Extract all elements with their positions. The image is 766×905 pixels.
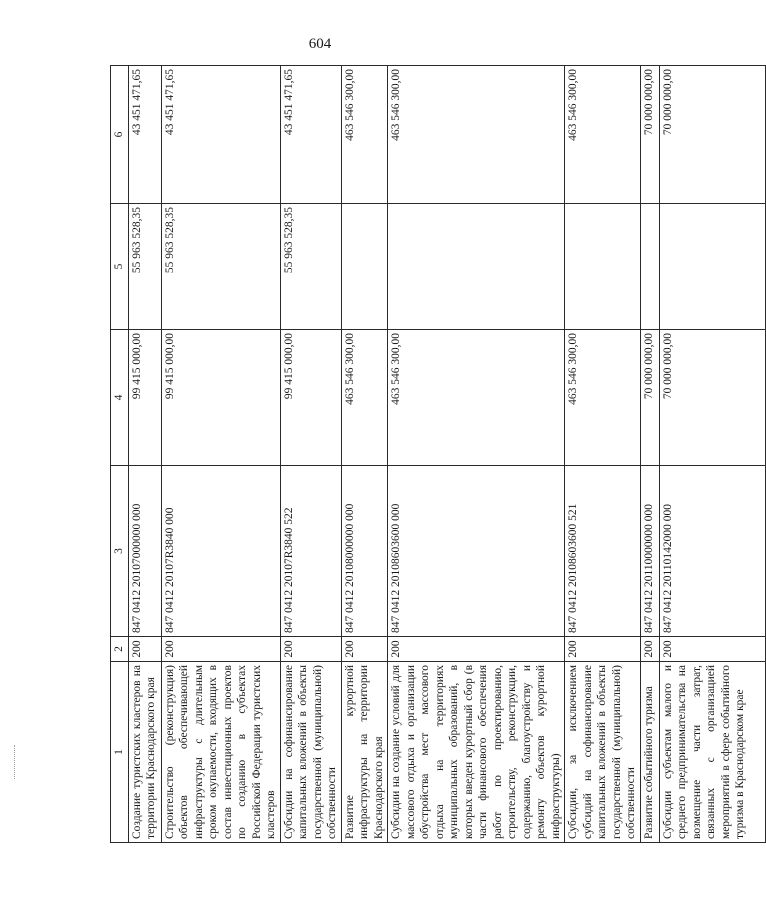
row-col5-cell [388, 204, 565, 330]
row-col6-cell: 463 546 300,00 [565, 66, 641, 204]
table-header-cell: 6 [111, 66, 129, 204]
row-code-cell: 200 [128, 637, 161, 662]
row-col6-cell: 43 451 471,65 [280, 66, 341, 204]
row-name-cell: Субсидии субъектам малого и среднего предпринимательства на возмещение части затрат, связанных с организацией мероприятий в сфере событийного туризма в Краснодарском крае [659, 662, 765, 843]
page-number: 604 [308, 36, 332, 52]
row-col5-cell [659, 204, 765, 330]
row-kbk-cell: 847 0412 20107R3840 522 [280, 466, 341, 637]
table-row [161, 66, 280, 843]
budget-table-frame [110, 66, 746, 843]
row-kbk-cell: 847 0412 20110142000 000 [659, 466, 765, 637]
table-row [341, 66, 388, 843]
row-kbk-cell: 847 0412 20107000000 000 [128, 466, 161, 637]
table-row [128, 66, 161, 843]
table-header-cell: 2 [111, 637, 129, 662]
row-col4-cell: 463 546 300,00 [388, 330, 565, 466]
table-row [388, 66, 565, 843]
row-kbk-cell: 847 0412 20108603600 521 [565, 466, 641, 637]
row-code-cell: 200 [341, 637, 388, 662]
row-col4-cell: 463 546 300,00 [565, 330, 641, 466]
budget-table-rotated [110, 66, 746, 843]
row-col6-cell: 463 546 300,00 [388, 66, 565, 204]
row-kbk-cell: 847 0412 20108000000 000 [341, 466, 388, 637]
row-code-cell: 200 [640, 637, 659, 662]
row-col4-cell: 99 415 000,00 [128, 330, 161, 466]
row-col5-cell [640, 204, 659, 330]
row-col4-cell: 99 415 000,00 [161, 330, 280, 466]
row-col6-cell: 70 000 000,00 [659, 66, 765, 204]
row-col5-cell [341, 204, 388, 330]
row-name-cell: Развитие курортной инфраструктуры на территории Краснодарского края [341, 662, 388, 843]
row-code-cell: 200 [659, 637, 765, 662]
row-col4-cell: 463 546 300,00 [341, 330, 388, 466]
table-row [659, 66, 765, 843]
row-name-cell: Строительство (реконструкция) объектов обеспечивающей инфраструктуры с длительным сроком окупаемости, входящих в состав инвестиционных проектов по созданию в субъектах Российской Федерации туристских кластеров [161, 662, 280, 843]
table-header-cell: 3 [111, 466, 129, 637]
budget-table [110, 65, 766, 843]
row-col4-cell: 70 000 000,00 [659, 330, 765, 466]
row-name-cell: Субсидии, за исключением субсидий на софинансирование капитальных вложений в объекты государственной (муниципальной) собственности [565, 662, 641, 843]
table-row [640, 66, 659, 843]
table-header-row [111, 66, 129, 843]
row-col6-cell: 43 451 471,65 [161, 66, 280, 204]
row-code-cell: 200 [388, 637, 565, 662]
row-kbk-cell: 847 0412 20107R3840 000 [161, 466, 280, 637]
row-name-cell: Субсидии на создание условий для массового отдыха и организации обустройства мест массового отдыха на территориях муниципальных образований, в которых введен курортный сбор (в части финансового обеспечения работ по проектированию, строительству, реконструкции, содержанию, благоустройству и ремонту объектов курортной инфраструктуры) [388, 662, 565, 843]
row-col5-cell: 55 963 528,35 [161, 204, 280, 330]
row-kbk-cell: 847 0412 20110000000 000 [640, 466, 659, 637]
row-col5-cell: 55 963 528,35 [128, 204, 161, 330]
row-col4-cell: 70 000 000,00 [640, 330, 659, 466]
table-header-cell: 1 [111, 662, 129, 843]
row-name-cell: Развитие событийного туризма [640, 662, 659, 843]
row-col6-cell: 70 000 000,00 [640, 66, 659, 204]
row-col5-cell [565, 204, 641, 330]
row-code-cell: 200 [161, 637, 280, 662]
row-name-cell: Создание туристских кластеров на территории Краснодарского края [128, 662, 161, 843]
table-row [280, 66, 341, 843]
scan-margin-mark [14, 745, 16, 779]
row-code-cell: 200 [280, 637, 341, 662]
row-name-cell: Субсидии на софинансирование капитальных вложений в объекты государственной (муниципальной) собственности [280, 662, 341, 843]
table-row [565, 66, 641, 843]
row-col4-cell: 99 415 000,00 [280, 330, 341, 466]
table-header-cell: 4 [111, 330, 129, 466]
table-header-cell: 5 [111, 204, 129, 330]
row-col6-cell: 463 546 300,00 [341, 66, 388, 204]
row-kbk-cell: 847 0412 20108603600 000 [388, 466, 565, 637]
row-col6-cell: 43 451 471,65 [128, 66, 161, 204]
row-code-cell: 200 [565, 637, 641, 662]
row-col5-cell: 55 963 528,35 [280, 204, 341, 330]
